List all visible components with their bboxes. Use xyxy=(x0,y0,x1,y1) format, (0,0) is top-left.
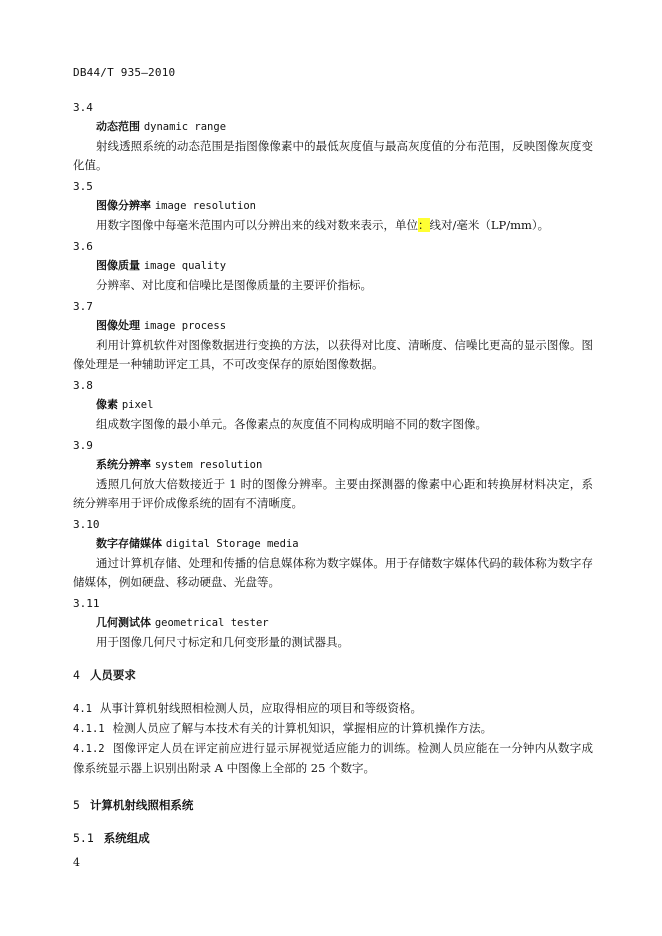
term-cn: 像素 xyxy=(96,398,118,411)
page-number: 4 xyxy=(73,856,80,869)
term-en: system resolution xyxy=(154,459,263,471)
term-definition: 通过计算机存储、处理和传播的信息媒体称为数字媒体。用于存储数字媒体代码的载体称为数字存储媒体，例如硬盘、移动硬盘、光盘等。 xyxy=(73,556,593,589)
term-en: geometrical tester xyxy=(154,617,269,629)
term-en: image resolution xyxy=(154,200,256,212)
clause-paragraph xyxy=(73,739,593,778)
definition-text: 用数字图像中每毫米范围内可以分辨出来的线对数来表示，单位 xyxy=(96,218,418,232)
term-entry xyxy=(73,376,593,434)
clause-text: 从事计算机射线照相检测人员，应取得相应的项目和等级资格。 xyxy=(99,701,422,715)
clause-paragraph xyxy=(73,719,593,739)
term-cn: 图像处理 xyxy=(96,319,140,332)
subsection-number: 5.1 xyxy=(73,831,94,845)
term-number: 3.4 xyxy=(73,101,93,114)
clause-text: 图像评定人员在评定前应进行显示屏视觉适应能力的训练。检测人员应能在一分钟内从数字成像系统显示器上识别出附录 A 中图像上全部的 25 个数字。 xyxy=(73,741,593,775)
term-title xyxy=(73,395,593,415)
term-en: dynamic range xyxy=(143,121,227,133)
section-heading xyxy=(73,796,593,815)
section-heading xyxy=(73,666,593,685)
clause-number: 4.1.1 xyxy=(73,723,105,735)
term-entry xyxy=(73,594,593,652)
section-number: 5 xyxy=(73,798,80,812)
clause-paragraph xyxy=(73,699,593,719)
term-entry xyxy=(73,297,593,374)
section-title: 计算机射线照相系统 xyxy=(89,798,194,812)
term-entry xyxy=(73,237,593,295)
term-en: digital Storage media xyxy=(165,538,299,550)
term-number: 3.6 xyxy=(73,240,93,253)
clause-number: 4.1.2 xyxy=(73,743,105,755)
term-definition: 利用计算机软件对图像数据进行变换的方法，以获得对比度、清晰度、信噪比更高的显示图像。图像处理是一种辅助评定工具，不可改变保存的原始图像数据。 xyxy=(73,338,593,371)
term-cn: 数字存储媒体 xyxy=(96,537,162,550)
term-definition: 分辨率、对比度和信噪比是图像质量的主要评价指标。 xyxy=(96,278,372,292)
term-title xyxy=(73,613,593,633)
term-cn: 图像质量 xyxy=(96,259,140,272)
term-number: 3.7 xyxy=(73,300,93,313)
term-number: 3.5 xyxy=(73,180,93,193)
term-entry xyxy=(73,177,593,235)
term-entry xyxy=(73,98,593,175)
term-en: image process xyxy=(143,320,227,332)
term-en: image quality xyxy=(143,260,227,272)
term-en: pixel xyxy=(121,399,154,411)
term-cn: 动态范围 xyxy=(96,120,140,133)
term-number: 3.9 xyxy=(73,439,93,452)
subsection-heading xyxy=(73,829,593,848)
term-cn: 系统分辨率 xyxy=(96,458,151,471)
term-title xyxy=(73,534,593,554)
document-code: DB44/T 935—2010 xyxy=(73,66,176,79)
term-title xyxy=(73,316,593,336)
term-number: 3.10 xyxy=(73,518,100,531)
term-title xyxy=(73,196,593,216)
term-cn: 图像分辨率 xyxy=(96,199,151,212)
section-number: 4 xyxy=(73,668,80,682)
term-number: 3.8 xyxy=(73,379,93,392)
highlighted-text: ： xyxy=(418,218,430,232)
term-definition: 组成数字图像的最小单元。各像素点的灰度值不同构成明暗不同的数字图像。 xyxy=(96,417,487,431)
clause-text: 检测人员应了解与本技术有关的计算机知识，掌握相应的计算机操作方法。 xyxy=(112,721,493,735)
term-cn: 几何测试体 xyxy=(96,616,151,629)
term-title xyxy=(73,117,593,137)
section-title: 人员要求 xyxy=(89,668,136,682)
term-definition: 射线透照系统的动态范围是指图像像素中的最低灰度值与最高灰度值的分布范围，反映图像灰度变化值。 xyxy=(73,139,593,172)
document-content xyxy=(73,98,593,862)
term-number: 3.11 xyxy=(73,597,100,610)
term-title xyxy=(73,256,593,276)
term-title xyxy=(73,455,593,475)
term-entry xyxy=(73,515,593,592)
clause-number: 4.1 xyxy=(73,703,92,715)
term-definition: 透照几何放大倍数接近于 1 时的图像分辨率。主要由探测器的像素中心距和转换屏材料决定，系统分辨率用于评价成像系统的固有不清晰度。 xyxy=(73,477,593,510)
term-entry xyxy=(73,436,593,513)
definition-text: 线对/毫米（LP/mm）。 xyxy=(429,218,550,232)
term-definition xyxy=(73,216,593,235)
term-definition: 用于图像几何尺寸标定和几何变形量的测试器具。 xyxy=(96,635,349,649)
subsection-title: 系统组成 xyxy=(103,831,150,845)
